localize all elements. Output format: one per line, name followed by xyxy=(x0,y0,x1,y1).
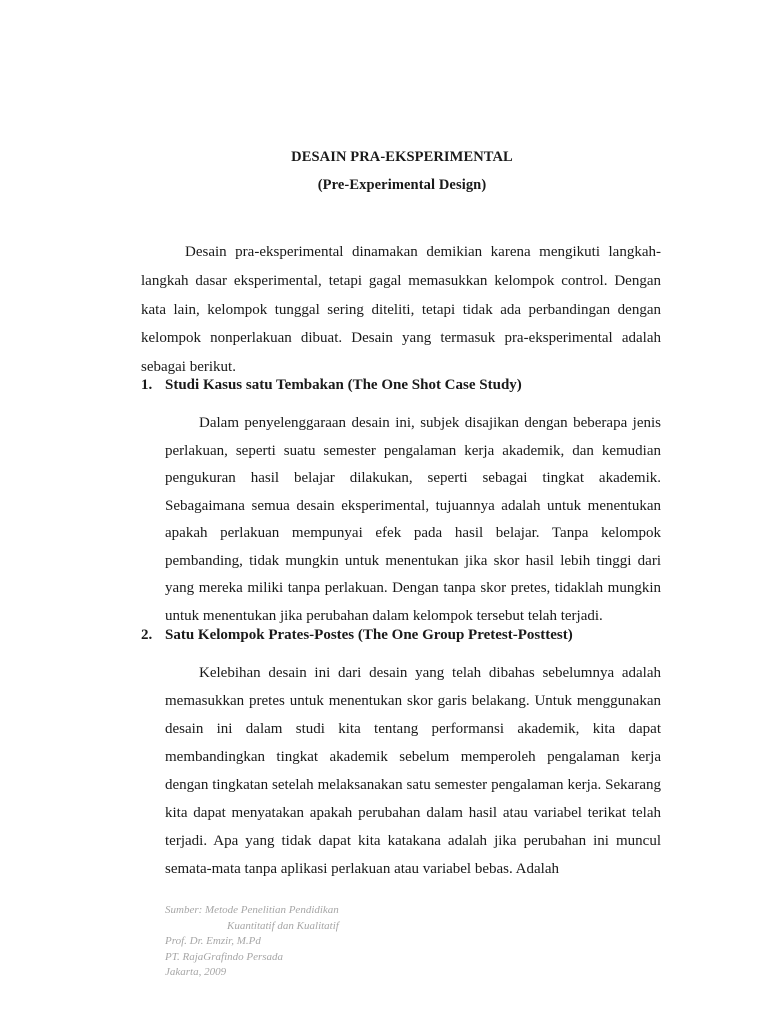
source-line: Prof. Dr. Emzir, M.Pd xyxy=(165,935,261,947)
section-body-2: Kelebihan desain ini dari desain yang telah dibahas sebelumnya adalah memasukkan pretes untuk menentukan skor garis belakang. Untuk menggunakan desain ini dalam studi kita tentang performansi akademik, kita dapat membandingkan tingkat akademik sebelum memperoleh pengalaman kerja dengan tingkatan setelah melaksanakan satu semester pengalaman kerja. Sekarang kita dapat menyatakan apakah perubahan dalam hasil atau variabel terikat telah terjadi. Apa yang tidak dapat kita katakana adalah jika perubahan ini muncul semata-mata tanpa aplikasi perlakuan atau variabel bebas. Adalah xyxy=(165,665,661,877)
section-heading-text: Studi Kasus satu Tembakan (The One Shot Case Study) xyxy=(165,377,522,393)
section-number: 2. xyxy=(141,627,153,643)
source-line: Jakarta, 2009 xyxy=(165,966,227,978)
section-heading-2 xyxy=(141,627,573,644)
intro-paragraph: Desain pra-eksperimental dinamakan demikian karena mengikuti langkah-langkah dasar eksperimental, tetapi gagal memasukkan kelompok control. Dengan kata lain, kelompok tunggal sering diteliti, tetapi tidak ada perbandingan dengan kelompok nonperlakuan dibuat. Desain yang termasuk pra-eksperimental adalah sebagai berikut. xyxy=(141,244,661,376)
section-heading-text: Satu Kelompok Prates-Postes (The One Group Pretest-Posttest) xyxy=(165,627,573,643)
source-citation xyxy=(165,903,339,981)
source-line: Kuantitatif dan Kualitatif xyxy=(227,919,339,932)
source-line: Sumber: Metode Penelitian Pendidikan xyxy=(165,904,339,916)
source-line: PT. RajaGrafindo Persada xyxy=(165,950,284,963)
document-subtitle: (Pre-Experimental Design) xyxy=(317,177,487,193)
section-number: 1. xyxy=(141,377,153,393)
section-body-1: Dalam penyelenggaraan desain ini, subjek disajikan dengan beberapa jenis perlakuan, seperti suatu semester pengalaman kerja akademik, dan kemudian pengukuran hasil belajar dilakukan, seperti sebagai tingkat akademik. Sebagaimana semua desain eksperimental, tujuannya adalah untuk menentukan apakah perlakuan mempunyai efek pada hasil belajar. Tanpa kelompok pembanding, tidak mungkin untuk menentukan jika skor hasil lebih tinggi dari yang mereka miliki tanpa perlakuan. Dengan tanpa skor pretes, tidaklah mungkin untuk menentukan jika perubahan dalam kelompok tersebut telah terjadi. xyxy=(165,415,661,624)
section-heading-1 xyxy=(141,377,522,394)
document-title: DESAIN PRA-EKSPERIMENTAL xyxy=(291,149,513,165)
